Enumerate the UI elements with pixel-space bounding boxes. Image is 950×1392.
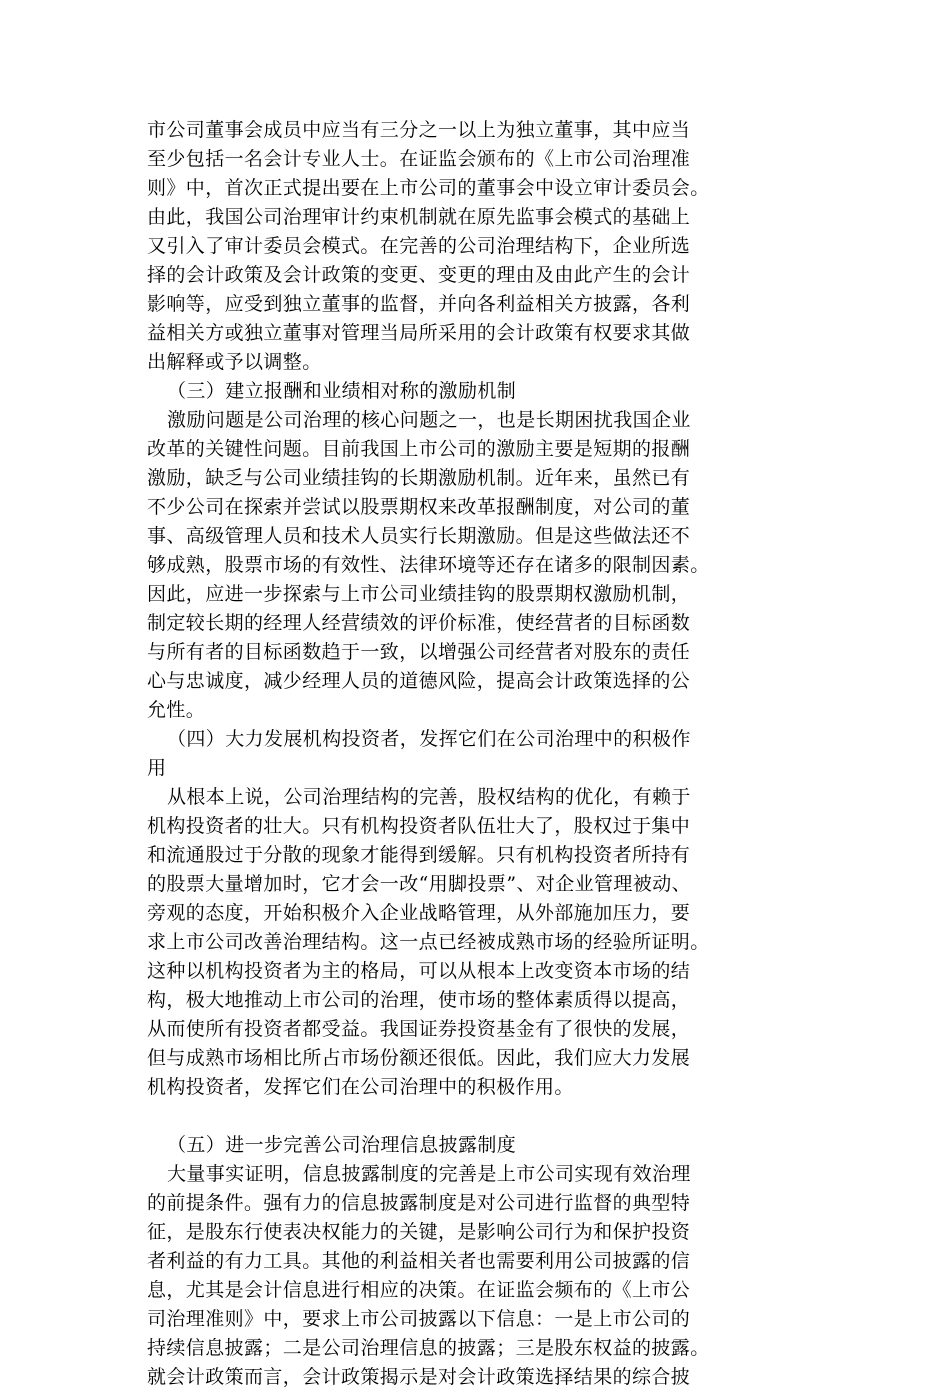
blank-line [147, 1102, 797, 1131]
paragraph-3-line: 旁观的态度，开始积极介入企业战略管理，从外部施加压力，要 [147, 902, 691, 924]
paragraph-1-line: 市公司董事会成员中应当有三分之一以上为独立董事，其中应当 [147, 119, 691, 141]
paragraph-2-line: 够成熟，股票市场的有效性、法律环境等还存在诸多的限制因素。 [147, 554, 710, 576]
paragraph-1-line: 则》中，首次正式提出要在上市公司的董事会中设立审计委员会。 [147, 177, 710, 199]
paragraph-1-line: 至少包括一名会计专业人士。在证监会颁布的《上市公司治理准 [147, 148, 691, 170]
document-body [147, 116, 797, 1392]
paragraph-4-line: 持续信息披露；二是公司治理信息的披露；三是股东权益的披露。 [147, 1337, 710, 1359]
paragraph-3-line: 从根本上说，公司治理结构的完善，股权结构的优化，有赖于 [167, 786, 691, 808]
paragraph-4-line: 大量事实证明，信息披露制度的完善是上市公司实现有效治理 [167, 1163, 691, 1185]
paragraph-1-line: 出解释或予以调整。 [147, 351, 322, 373]
paragraph-3-line: 的股票大量增加时，它才会一改“用脚投票”、对企业管理被动、 [147, 873, 692, 895]
paragraph-2-line: 心与忠诚度，减少经理人员的道德风险，提高会计政策选择的公 [147, 670, 691, 692]
paragraph-2-line: 改革的关键性问题。目前我国上市公司的激励主要是短期的报酬 [147, 438, 691, 460]
paragraph-4-line: 的前提条件。强有力的信息披露制度是对公司进行监督的典型特 [147, 1192, 691, 1214]
paragraph-2-line: 允性。 [147, 699, 206, 721]
paragraph-3-line: 机构投资者，发挥它们在公司治理中的积极作用。 [147, 1076, 574, 1098]
paragraph-1-line: 由此，我国公司治理审计约束机制就在原先监事会模式的基础上 [147, 206, 691, 228]
paragraph-1-line: 择的会计政策及会计政策的变更、变更的理由及由此产生的会计 [147, 264, 691, 286]
paragraph-4-line: 征，是股东行使表决权能力的关键，是影响公司行为和保护投资 [147, 1221, 691, 1243]
paragraph-4-line: 司治理准则》中，要求上市公司披露以下信息：一是上市公司的 [147, 1308, 691, 1330]
section-heading-5: （五）进一步完善公司治理信息披露制度 [167, 1134, 517, 1156]
paragraph-1-line: 又引入了审计委员会模式。在完善的公司治理结构下，企业所选 [147, 235, 691, 257]
paragraph-2-line: 不少公司在探索并尝试以股票期权来改革报酬制度，对公司的董 [147, 496, 691, 518]
section-heading-4-continuation: 用 [147, 757, 167, 779]
paragraph-2-line: 事、高级管理人员和技术人员实行长期激励。但是这些做法还不 [147, 525, 691, 547]
paragraph-4-line: 就会计政策而言，会计政策揭示是对会计政策选择结果的综合披 [147, 1366, 691, 1388]
paragraph-3-line: 构，极大地推动上市公司的治理，使市场的整体素质得以提高， [147, 989, 691, 1011]
paragraph-4-line: 者利益的有力工具。其他的利益相关者也需要利用公司披露的信 [147, 1250, 691, 1272]
section-heading-4: （四）大力发展机构投资者，发挥它们在公司治理中的积极作 [167, 728, 691, 750]
paragraph-3-line: 这种以机构投资者为主的格局，可以从根本上改变资本市场的结 [147, 960, 691, 982]
paragraph-2-line: 制定较长期的经理人经营绩效的评价标准，使经营者的目标函数 [147, 612, 691, 634]
paragraph-3-line: 从而使所有投资者都受益。我国证券投资基金有了很快的发展， [147, 1018, 691, 1040]
paragraph-2-line: 激励问题是公司治理的核心问题之一，也是长期困扰我国企业 [167, 409, 691, 431]
paragraph-2-line: 因此，应进一步探索与上市公司业绩挂钩的股票期权激励机制， [147, 583, 691, 605]
paragraph-3-line: 机构投资者的壮大。只有机构投资者队伍壮大了，股权过于集中 [147, 815, 691, 837]
paragraph-2-line: 激励，缺乏与公司业绩挂钩的长期激励机制。近年来，虽然已有 [147, 467, 691, 489]
paragraph-3-line: 但与成熟市场相比所占市场份额还很低。因此，我们应大力发展 [147, 1047, 691, 1069]
paragraph-2-line: 与所有者的目标函数趋于一致，以增强公司经营者对股东的责任 [147, 641, 691, 663]
paragraph-1-line: 益相关方或独立董事对管理当局所采用的会计政策有权要求其做 [147, 322, 691, 344]
paragraph-4-line: 息，尤其是会计信息进行相应的决策。在证监会频布的《上市公 [147, 1279, 691, 1301]
section-heading-3: （三）建立报酬和业绩相对称的激励机制 [167, 380, 517, 402]
paragraph-1-line: 影响等，应受到独立董事的监督，并向各利益相关方披露，各利 [147, 293, 691, 315]
paragraph-3-line: 求上市公司改善治理结构。这一点已经被成熟市场的经验所证明。 [147, 931, 710, 953]
paragraph-3-line: 和流通股过于分散的现象才能得到缓解。只有机构投资者所持有 [147, 844, 691, 866]
